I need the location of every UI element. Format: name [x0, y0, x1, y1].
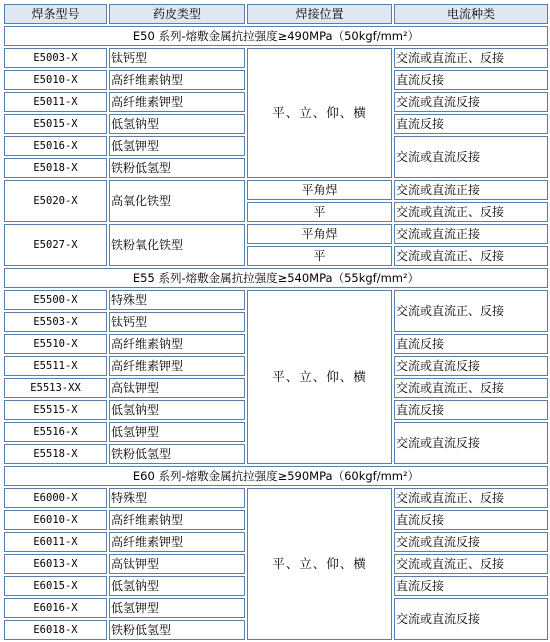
- header-coating-type: 药皮类型: [109, 4, 245, 24]
- coating-cell: 高氧化铁型: [109, 180, 245, 222]
- coating-cell: 钛钙型: [109, 48, 245, 68]
- model-cell: E5511-X: [4, 356, 107, 376]
- model-cell: E6011-X: [4, 532, 107, 552]
- section-title-e50: E50 系列-熔敷金属抗拉强度≥490MPa（50kgf/mm²）: [4, 26, 548, 46]
- current-cell: 交流或直流反接: [394, 532, 548, 552]
- current-cell: 直流反接: [394, 70, 548, 90]
- position-cell: 平、立、仰、横: [247, 488, 392, 640]
- coating-cell: 钛钙型: [109, 312, 245, 332]
- model-cell: E5516-X: [4, 422, 107, 442]
- current-cell: 交流或直流正、反接: [394, 202, 548, 222]
- table-row: [4, 224, 548, 244]
- current-cell: 交流或直流反接: [394, 422, 548, 464]
- coating-cell: 特殊型: [109, 290, 245, 310]
- model-cell: E6018-X: [4, 620, 107, 640]
- header-current-type: 电流种类: [394, 4, 548, 24]
- model-cell: E6015-X: [4, 576, 107, 596]
- current-cell: 交流或直流反接: [394, 92, 548, 112]
- coating-cell: 低氢钠型: [109, 114, 245, 134]
- header-model: 焊条型号: [4, 4, 107, 24]
- section-title-e60: E60 系列-熔敷金属抗拉强度≥590MPa（60kgf/mm²）: [4, 466, 548, 486]
- table-row: [4, 290, 548, 310]
- coating-cell: 低氢钾型: [109, 598, 245, 618]
- position-cell: 平、立、仰、横: [247, 48, 392, 178]
- coating-cell: 铁粉低氢型: [109, 620, 245, 640]
- coating-cell: 低氢钠型: [109, 400, 245, 420]
- current-cell: 交流或直流正、反接: [394, 488, 548, 508]
- current-cell: 直流反接: [394, 510, 548, 530]
- model-cell: E5513-XX: [4, 378, 107, 398]
- coating-cell: 铁粉低氢型: [109, 444, 245, 464]
- current-cell: 交流或直流正、反接: [394, 554, 548, 574]
- model-cell: E6013-X: [4, 554, 107, 574]
- coating-cell: 特殊型: [109, 488, 245, 508]
- header-row: [4, 4, 548, 24]
- coating-cell: 高钛钾型: [109, 378, 245, 398]
- current-cell: 交流或直流正、反接: [394, 48, 548, 68]
- coating-cell: 高纤维素钾型: [109, 92, 245, 112]
- current-cell: 交流或直流反接: [394, 356, 548, 376]
- coating-cell: 高纤维素钾型: [109, 532, 245, 552]
- model-cell: E5010-X: [4, 70, 107, 90]
- table-row: [4, 48, 548, 68]
- position-cell: 平角焊: [247, 224, 392, 244]
- header-welding-position: 焊接位置: [247, 4, 392, 24]
- section-title-e55: E55 系列-熔敷金属抗拉强度≥540MPa（55kgf/mm²）: [4, 268, 548, 288]
- coating-cell: 铁粉氧化铁型: [109, 224, 245, 266]
- current-cell: 直流反接: [394, 400, 548, 420]
- coating-cell: 高钛钾型: [109, 554, 245, 574]
- current-cell: 直流反接: [394, 114, 548, 134]
- coating-cell: 铁粉低氢型: [109, 158, 245, 178]
- coating-cell: 高纤维素钠型: [109, 70, 245, 90]
- position-cell: 平、立、仰、横: [247, 290, 392, 464]
- coating-cell: 高纤维素钠型: [109, 334, 245, 354]
- model-cell: E5011-X: [4, 92, 107, 112]
- model-cell: E6016-X: [4, 598, 107, 618]
- model-cell: E5016-X: [4, 136, 107, 156]
- table-row: [4, 180, 548, 200]
- coating-cell: 低氢钾型: [109, 422, 245, 442]
- current-cell: 交流或直流反接: [394, 598, 548, 640]
- current-cell: 直流反接: [394, 334, 548, 354]
- model-cell: E5500-X: [4, 290, 107, 310]
- position-cell: 平: [247, 246, 392, 266]
- model-cell: E5027-X: [4, 224, 107, 266]
- coating-cell: 高纤维素钾型: [109, 356, 245, 376]
- model-cell: E5515-X: [4, 400, 107, 420]
- model-cell: E5503-X: [4, 312, 107, 332]
- model-cell: E5003-X: [4, 48, 107, 68]
- current-cell: 交流或直流正、反接: [394, 290, 548, 332]
- position-cell: 平: [247, 202, 392, 222]
- model-cell: E5015-X: [4, 114, 107, 134]
- current-cell: 交流或直流反接: [394, 136, 548, 178]
- model-cell: E5518-X: [4, 444, 107, 464]
- current-cell: 交流或直流正、反接: [394, 378, 548, 398]
- coating-cell: 高纤维素钠型: [109, 510, 245, 530]
- coating-cell: 低氢钾型: [109, 136, 245, 156]
- current-cell: 交流或直流正接: [394, 180, 548, 200]
- coating-cell: 低氢钠型: [109, 576, 245, 596]
- current-cell: 直流反接: [394, 576, 548, 596]
- model-cell: E6000-X: [4, 488, 107, 508]
- model-cell: E5020-X: [4, 180, 107, 222]
- current-cell: 交流或直流正接: [394, 224, 548, 244]
- position-cell: 平角焊: [247, 180, 392, 200]
- model-cell: E6010-X: [4, 510, 107, 530]
- model-cell: E5510-X: [4, 334, 107, 354]
- current-cell: 交流或直流正、反接: [394, 246, 548, 266]
- model-cell: E5018-X: [4, 158, 107, 178]
- electrode-spec-table: [2, 2, 550, 642]
- table-row: [4, 488, 548, 508]
